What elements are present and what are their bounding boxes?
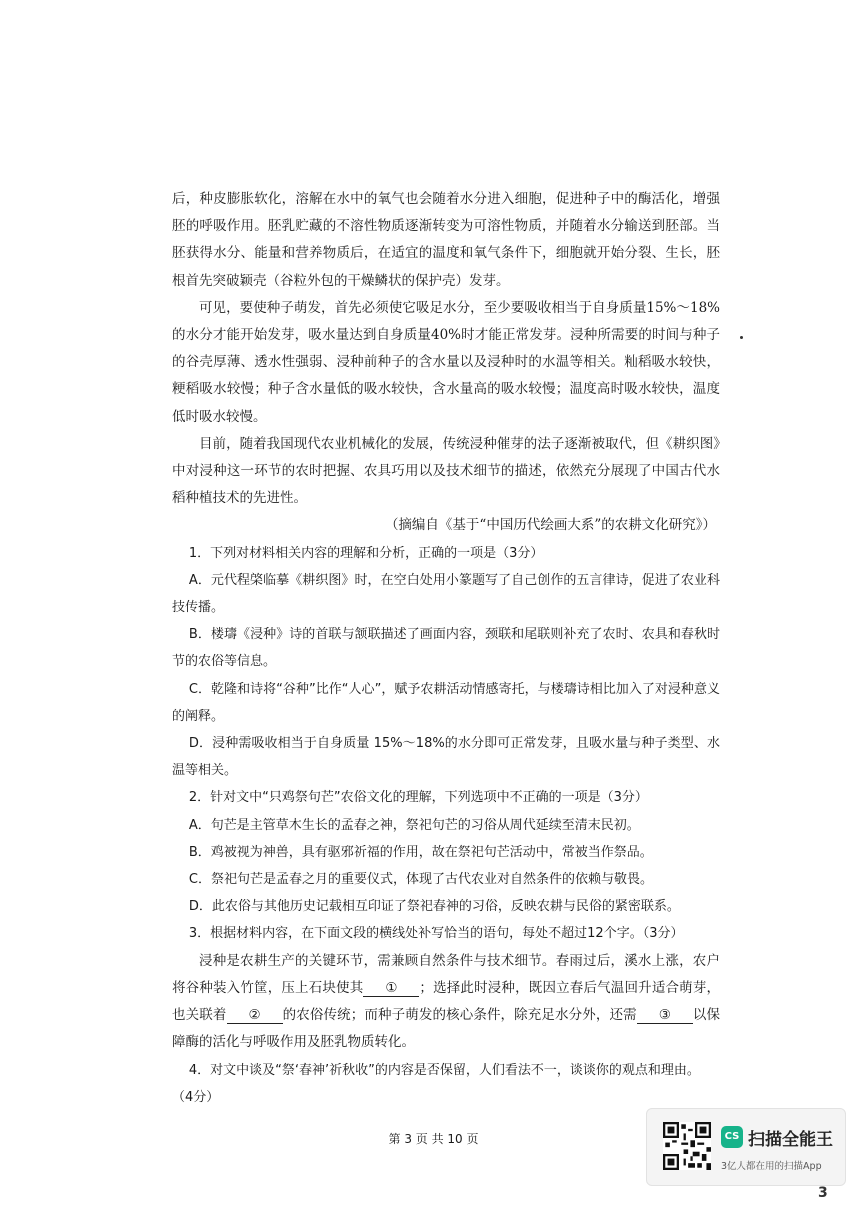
page-content xyxy=(172,186,720,1111)
question-3-passage xyxy=(172,948,720,1057)
edge-page-number: 3 xyxy=(818,1185,828,1201)
question-3-text-3: 的农俗传统；而种子萌发的核心条件，除充足水分外，还需 xyxy=(282,1007,637,1024)
question-4-score: （4分） xyxy=(172,1089,220,1105)
camscanner-logo: CS xyxy=(721,1126,743,1148)
scanner-watermark xyxy=(646,1108,846,1186)
scanner-slogan: 3亿人都在用的扫描App xyxy=(721,1161,822,1172)
material-source: （摘编自《基于“中国历代绘画大系”的农耕文化研究》） xyxy=(384,517,716,534)
question-2-stem: 2．针对文中“只鸡祭句芒”农俗文化的理解，下列选项中不正确的一项是（3分） xyxy=(188,790,648,806)
question-3-blank-1: ① xyxy=(363,980,419,997)
question-3-text-4: 以保障酶的活化与呼吸作用及胚乳物质转化。 xyxy=(172,1007,721,1051)
question-3-text-2: ；选择此时浸种，既因立春后气温回升适合萌芽，也关联着 xyxy=(172,979,721,1024)
question-3-blank-3: ③ xyxy=(637,1007,693,1024)
question-3-text-1: 浸种是农耕生产的关键环节，需兼顾自然条件与技术细节。春雨过后，溪水上涨，农户将谷种装入竹筐，压上石块使其 xyxy=(172,952,720,996)
question-3-blank-2: ② xyxy=(227,1007,283,1024)
question-4-stem: 4．对文中谈及“祭‘春神’祈秋收”的内容是否保留，人们看法不一，谈谈你的观点和理由。 xyxy=(188,1062,700,1078)
material-paragraph-1: 后，种皮膨胀软化，溶解在水中的氧气也会随着水分进入细胞，促进种子中的酶活化，增强胚的呼吸作用。胚乳贮藏的不溶性物质逐渐转变为可溶性物质，并随着水分输送到胚部。当胚获得水分、能量和营养物质后，在适宜的温度和氧气条件下，细胞就开始分裂、生长，胚根首先突破颖壳（谷粒外包的干燥鳞状的保护壳）发芽。 xyxy=(172,191,720,289)
scanner-brand-name: 扫描全能王 xyxy=(748,1130,833,1150)
question-2-option-c: C．祭祀句芒是孟春之月的重要仪式，体现了古代农业对自然条件的依赖与敬畏。 xyxy=(188,872,653,888)
question-1-option-c: C．乾隆和诗将“谷种”比作“人心”，赋予农耕活动情感寄托，与楼璹诗相比加入了对浸种意义的阐释。 xyxy=(172,681,720,724)
question-2-option-a: A．句芒是主管草木生长的孟春之神，祭祀句芒的习俗从周代延续至清末民初。 xyxy=(188,817,640,833)
question-3-stem: 3．根据材料内容，在下面文段的横线处补写恰当的语句，每处不超过12个字。（3分） xyxy=(188,926,684,942)
question-1-option-b: B．楼璹《浸种》诗的首联与颔联描述了画面内容，颈联和尾联则补充了农时、农具和春秋时节的农俗等信息。 xyxy=(172,627,720,670)
question-1-stem: 1．下列对材料相关内容的理解和分析，正确的一项是（3分） xyxy=(188,545,544,561)
stray-dot xyxy=(740,336,743,339)
question-2-option-d: D．此农俗与其他历史记载相互印证了祭祀春神的习俗，反映农耕与民俗的紧密联系。 xyxy=(188,899,680,915)
material-paragraph-2: 可见，要使种子萌发，首先必须使它吸足水分，至少要吸收相当于自身质量15%～18%的水分才能开始发芽，吸水量达到自身质量40%时才能正常发芽。浸种所需要的时间与种子的谷壳厚薄、透水性强弱、浸种前种子的含水量以及浸种时的水温等相关。籼稻吸水较快，粳稻吸水较慢；种子含水量低的吸水较快，含水量高的吸水较慢；温度高时吸水较快，温度低时吸水较慢。 xyxy=(172,299,720,425)
page-footer: 第 3 页 共 10 页 xyxy=(388,1132,479,1146)
material-paragraph-3: 目前，随着我国现代农业机械化的发展，传统浸种催芽的法子逐渐被取代，但《耕织图》中对浸种这一环节的农时把握、农具巧用以及技术细节的描述，依然充分展现了中国古代水稻种植技术的先进性。 xyxy=(172,435,720,507)
question-2-option-b: B．鸡被视为神兽，具有驱邪祈福的作用，故在祭祀句芒活动中，常被当作祭品。 xyxy=(188,844,653,860)
question-1-option-d: D．浸种需吸收相当于自身质量 15%～18%的水分即可正常发芽，且吸水量与种子类型、水温等相关。 xyxy=(172,736,720,779)
question-1-option-a: A．元代程棨临摹《耕织图》时，在空白处用小篆题写了自己创作的五言律诗，促进了农业科技传播。 xyxy=(172,572,720,616)
qr-code-icon xyxy=(663,1122,711,1170)
